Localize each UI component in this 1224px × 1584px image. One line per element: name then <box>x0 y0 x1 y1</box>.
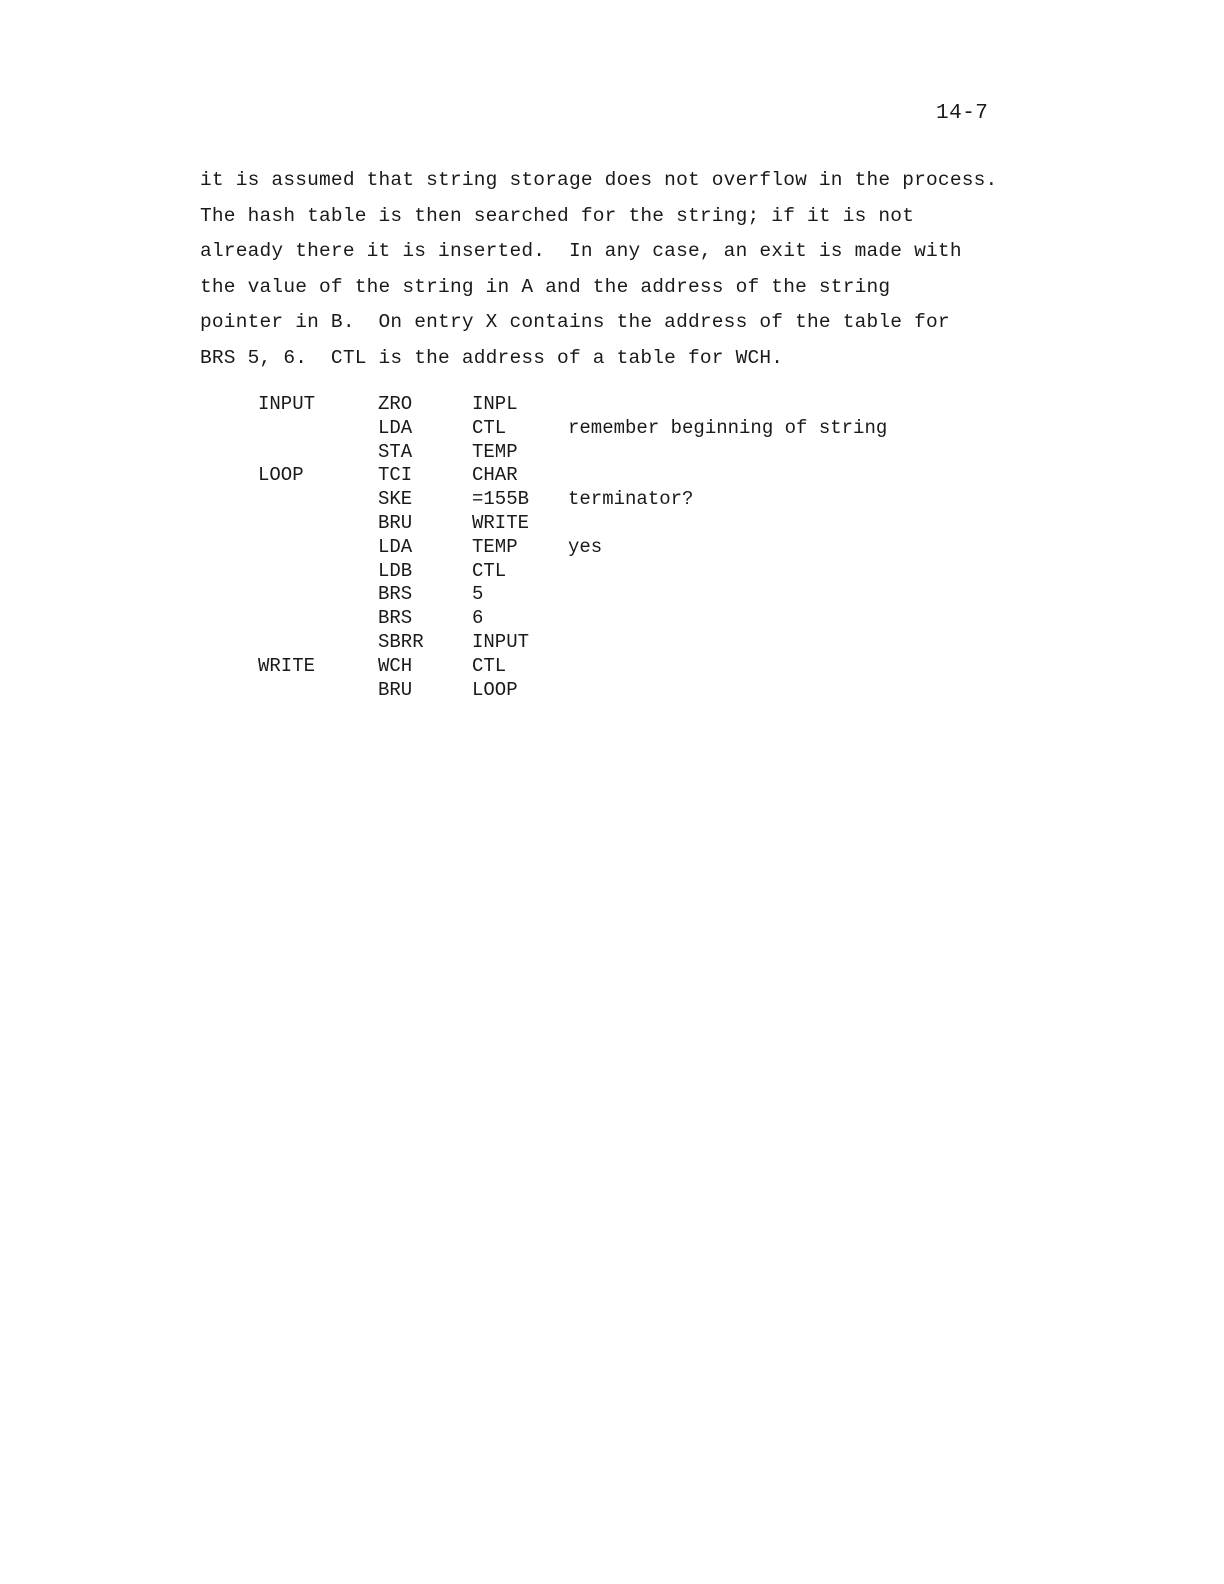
code-comment <box>568 393 928 417</box>
code-label: WRITE <box>258 654 316 677</box>
code-comment: terminator? <box>568 488 694 511</box>
code-comment: yes <box>568 535 603 558</box>
code-label: LOOP <box>258 464 304 487</box>
code-opcode: LDB <box>378 559 413 582</box>
paragraph-line: The hash table is then searched for the string; if it is not <box>200 204 915 227</box>
code-operand: CTL <box>472 559 507 582</box>
code-line <box>258 393 928 417</box>
code-operand: 5 <box>472 583 484 606</box>
code-line <box>258 607 928 631</box>
paragraph-line: pointer in B. On entry X contains the address of the table for <box>200 311 950 334</box>
code-operand: LOOP <box>472 678 518 701</box>
code-opcode: LDA <box>378 535 413 558</box>
code-opcode: TCI <box>378 464 413 487</box>
code-comment <box>568 607 928 631</box>
code-operand: TEMP <box>472 535 518 558</box>
code-line <box>258 679 928 703</box>
code-label <box>258 679 378 703</box>
code-label <box>258 560 378 584</box>
code-operand: INPL <box>472 393 518 415</box>
code-comment <box>568 583 928 607</box>
code-line <box>258 560 928 584</box>
assembly-code-listing <box>258 393 928 702</box>
code-label <box>258 441 378 465</box>
code-operand: 6 <box>472 607 484 630</box>
code-operand: INPUT <box>472 630 530 653</box>
code-operand: WRITE <box>472 511 530 534</box>
code-opcode: LDA <box>378 416 413 439</box>
body-paragraph <box>200 163 1020 377</box>
code-opcode: ZRO <box>378 393 413 415</box>
code-opcode: WCH <box>378 654 413 677</box>
code-line <box>258 488 928 512</box>
code-line <box>258 512 928 536</box>
code-comment <box>568 655 928 679</box>
code-opcode: BRS <box>378 607 413 630</box>
code-label <box>258 417 378 441</box>
code-line <box>258 655 928 679</box>
code-operand: CTL <box>472 654 507 677</box>
code-line <box>258 441 928 465</box>
code-comment <box>568 679 928 703</box>
code-opcode: SBRR <box>378 630 424 653</box>
code-label <box>258 488 378 512</box>
code-label <box>258 512 378 536</box>
code-line <box>258 464 928 488</box>
code-comment <box>568 512 928 536</box>
code-operand: CHAR <box>472 464 518 487</box>
code-label <box>258 631 378 655</box>
paragraph-line: BRS 5, 6. CTL is the address of a table for WCH. <box>200 346 784 369</box>
page-number: 14-7 <box>936 102 989 125</box>
code-opcode: STA <box>378 440 413 463</box>
code-label <box>258 583 378 607</box>
code-operand: TEMP <box>472 440 518 463</box>
code-comment <box>568 560 928 584</box>
code-label: INPUT <box>258 393 316 415</box>
code-line <box>258 536 928 560</box>
code-opcode: SKE <box>378 488 413 511</box>
code-line <box>258 417 928 441</box>
code-comment <box>568 441 928 465</box>
paragraph-line: already there it is inserted. In any case, an exit is made with <box>200 240 962 263</box>
code-line <box>258 631 928 655</box>
paragraph-line: the value of the string in A and the address of the string <box>200 275 891 298</box>
code-line <box>258 583 928 607</box>
code-label <box>258 607 378 631</box>
code-operand: CTL <box>472 416 507 439</box>
code-label <box>258 536 378 560</box>
code-opcode: BRU <box>378 678 413 701</box>
code-opcode: BRU <box>378 511 413 534</box>
code-opcode: BRS <box>378 583 413 606</box>
code-comment <box>568 631 928 655</box>
code-comment <box>568 464 928 488</box>
code-operand: =155B <box>472 488 530 511</box>
paragraph-line: it is assumed that string storage does not overflow in the process. <box>200 169 998 191</box>
code-comment: remember beginning of string <box>568 416 888 439</box>
